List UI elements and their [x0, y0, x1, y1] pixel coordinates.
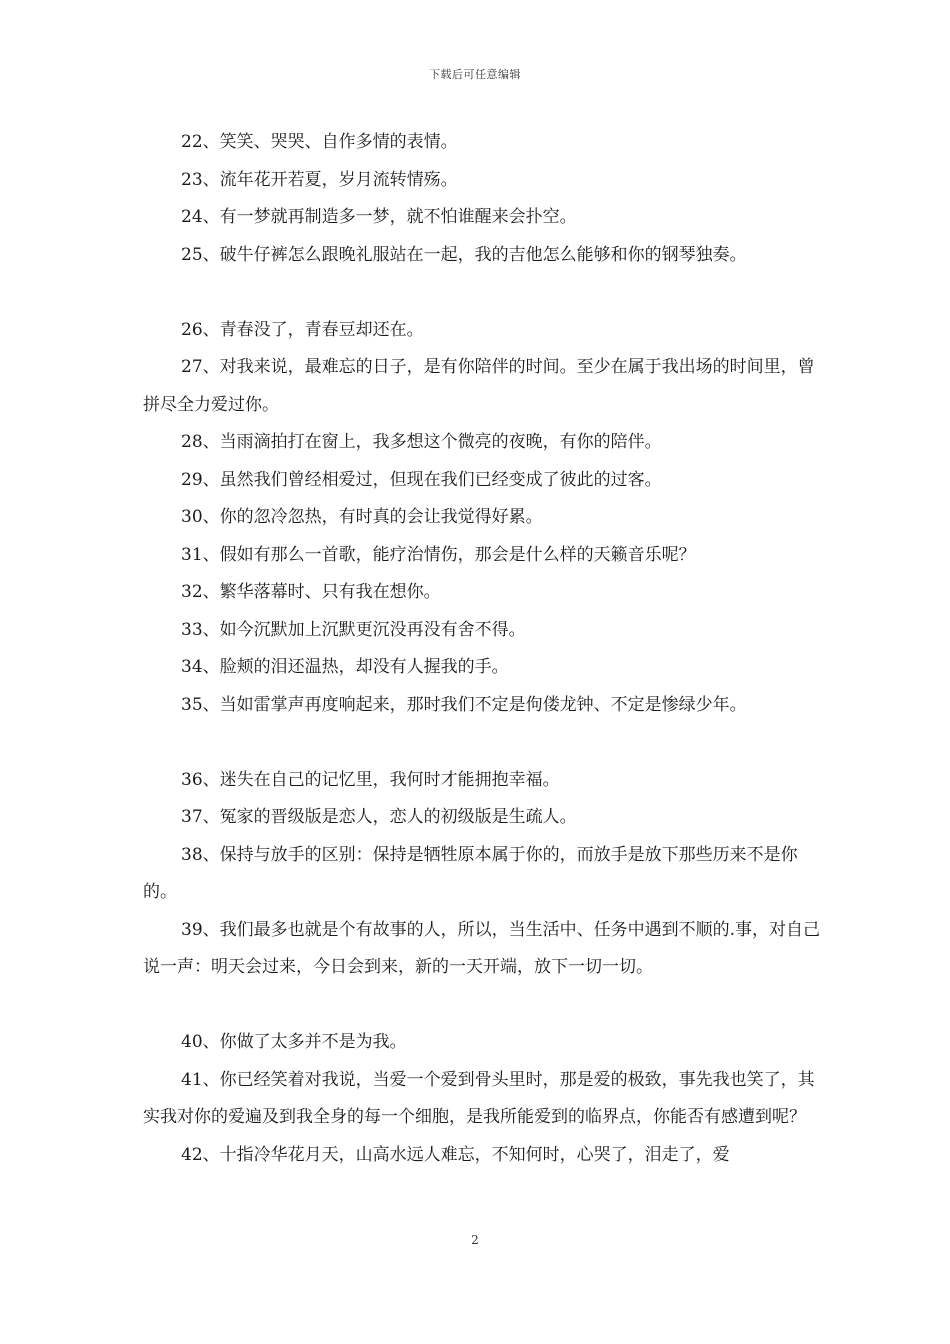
document-body — [143, 124, 823, 1174]
paragraph: 26、青春没了，青春豆却还在。 — [181, 319, 424, 340]
paragraph: 28、当雨滴拍打在窗上，我多想这个微亮的夜晚，有你的陪伴。 — [181, 432, 662, 452]
paragraph: 40、你做了太多并不是为我。 — [181, 1032, 407, 1052]
paragraph: 22、笑笑、哭哭、自作多情的表情。 — [181, 132, 458, 152]
paragraph-gap — [143, 724, 823, 762]
paragraph: 36、迷失在自己的记忆里，我何时才能拥抱幸福。 — [181, 769, 560, 790]
page-number: 2 — [471, 1233, 479, 1247]
paragraph: 42、十指冷华花月天，山高水远人难忘，不知何时，心哭了，泪走了，爱 — [181, 1144, 730, 1165]
paragraph: 23、流年花开若夏，岁月流转情殇。 — [181, 169, 458, 190]
paragraph: 34、脸颊的泪还温热，却没有人握我的手。 — [181, 657, 509, 677]
paragraph-gap — [143, 987, 823, 1025]
paragraph: 31、假如有那么一首歌，能疗治情伤，那会是什么样的天籁音乐呢？ — [181, 544, 696, 565]
paragraph: 24、有一梦就再制造多一梦，就不怕谁醒来会扑空。 — [181, 207, 577, 227]
page-header: 下载后可任意编辑 — [429, 68, 521, 81]
paragraph: 30、你的忽冷忽热，有时真的会让我觉得好累。 — [181, 507, 543, 527]
paragraph: 32、繁华落幕时、只有我在想你。 — [181, 582, 441, 602]
paragraph: 35、当如雷掌声再度响起来，那时我们不定是佝偻龙钟、不定是惨绿少年。 — [181, 694, 747, 715]
paragraph: 27、对我来说，最难忘的日子，是有你陪伴的时间。至少在属于我出场的时间里，曾拼尽全力爱过你。 — [143, 357, 815, 415]
paragraph: 37、冤家的晋级版是恋人，恋人的初级版是生疏人。 — [181, 807, 577, 827]
paragraph: 29、虽然我们曾经相爱过，但现在我们已经变成了彼此的过客。 — [181, 469, 662, 490]
paragraph: 39、我们最多也就是个有故事的人，所以，当生活中、任务中遇到不顺的.事，对自己说一声：明天会过来，今日会到来，新的一天开端，放下一切一切。 — [143, 919, 821, 977]
paragraph: 25、破牛仔裤怎么跟晚礼服站在一起，我的吉他怎么能够和你的钢琴独奏。 — [181, 244, 747, 265]
paragraph: 33、如今沉默加上沉默更沉没再没有舍不得。 — [181, 619, 526, 640]
paragraph-gap — [143, 274, 823, 312]
paragraph: 41、你已经笑着对我说，当爱一个爱到骨头里时，那是爱的极致，事先我也笑了，其实我对你的爱遍及到我全身的每一个细胞，是我所能爱到的临界点，你能否有感遭到呢？ — [143, 1069, 815, 1127]
paragraph: 38、保持与放手的区别：保持是牺牲原本属于你的，而放手是放下那些历来不是你的。 — [143, 844, 798, 902]
